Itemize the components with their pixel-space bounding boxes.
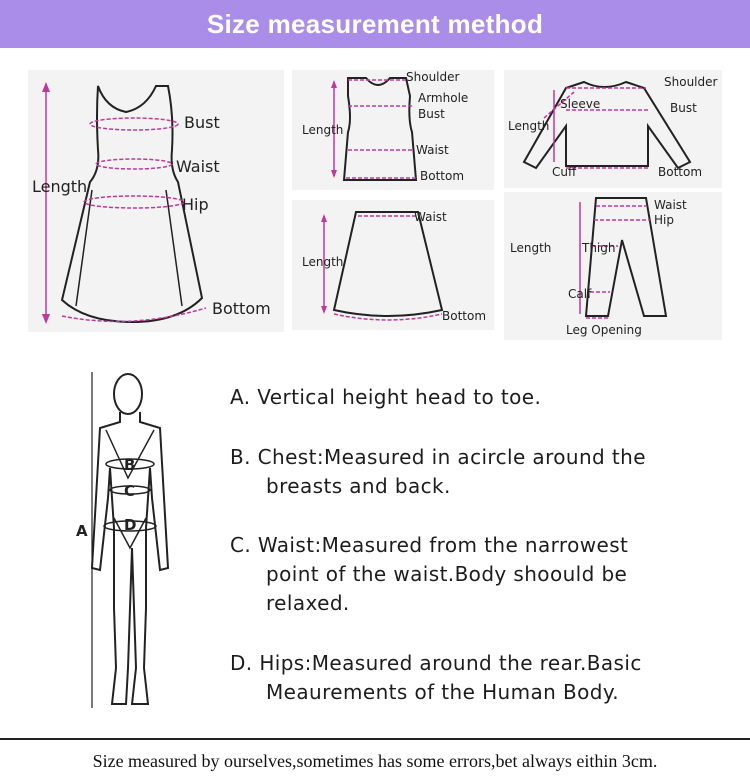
instruction-b: B. Chest:Measured in acircle around the breasts and back. (230, 445, 646, 498)
shirt-bust-label: Bust (670, 101, 697, 115)
skirt-bottom-label: Bottom (442, 309, 487, 323)
body-figure (70, 368, 200, 718)
shirt-bottom-label: Bottom (658, 165, 703, 179)
top-outline (344, 78, 416, 180)
dress-waist-line (96, 159, 172, 169)
top-bottom-label: Bottom (420, 169, 465, 183)
footer-note-bar (0, 738, 750, 782)
dress-bust-label: Bust (184, 113, 220, 132)
top-panel (292, 70, 494, 190)
page-title: Size measurement method (206, 8, 544, 39)
dress-diagram (28, 70, 284, 332)
dress-hip-label: Hip (182, 195, 209, 214)
top-armhole-label: Armhole (418, 91, 469, 105)
body-label-b: B (124, 456, 136, 474)
skirt-outline (334, 212, 442, 316)
body-label-c: C (124, 482, 136, 500)
top-diagram (292, 70, 494, 190)
shirt-length-label: Length (508, 119, 550, 133)
body-diagram (70, 368, 200, 718)
instruction-c: C. Waist:Measured from the narrowest point of the waist.Body shoould be relaxed. (230, 533, 629, 615)
pants-waist-label: Waist (654, 198, 687, 212)
dress-panel (28, 70, 284, 332)
pants-diagram (504, 192, 722, 340)
skirt-diagram (292, 200, 494, 330)
instruction-a: A. Vertical height head to toe. (230, 385, 542, 409)
top-length-label: Length (302, 123, 344, 137)
pants-panel (504, 192, 722, 340)
pants-calf-label: Calf (568, 287, 592, 301)
top-shoulder-label: Shoulder (406, 70, 460, 84)
top-bust-label: Bust (418, 107, 445, 121)
header-banner (0, 0, 750, 48)
instruction-d: D. Hips:Measured around the rear.Basic Meaurements of the Human Body. (230, 651, 642, 704)
shirt-sleeve-label: Sleeve (560, 97, 601, 111)
body-label-a: A (76, 522, 88, 540)
footer-note: Size measured by ourselves,sometimes has some errors,bet always eithin 3cm. (92, 750, 658, 771)
dress-length-label: Length (32, 177, 88, 196)
shirt-panel (504, 70, 722, 188)
dress-bust-line (90, 118, 178, 130)
skirt-waist-label: Waist (414, 210, 447, 224)
dress-waist-label: Waist (176, 157, 220, 176)
pants-leg-opening-label: Leg Opening (566, 323, 642, 337)
shirt-cuff-label: Cuff (552, 165, 577, 179)
dress-bottom-label: Bottom (212, 299, 271, 318)
shirt-diagram (504, 70, 722, 188)
body-label-d: D (124, 516, 137, 534)
dress-hip-line (84, 196, 184, 208)
shirt-shoulder-label: Shoulder (664, 75, 718, 89)
pants-hip-label: Hip (654, 213, 674, 227)
skirt-length-label: Length (302, 255, 344, 269)
skirt-panel (292, 200, 494, 330)
pants-length-label: Length (510, 241, 552, 255)
pants-thigh-label: Thigh (582, 241, 616, 255)
top-waist-label: Waist (416, 143, 449, 157)
